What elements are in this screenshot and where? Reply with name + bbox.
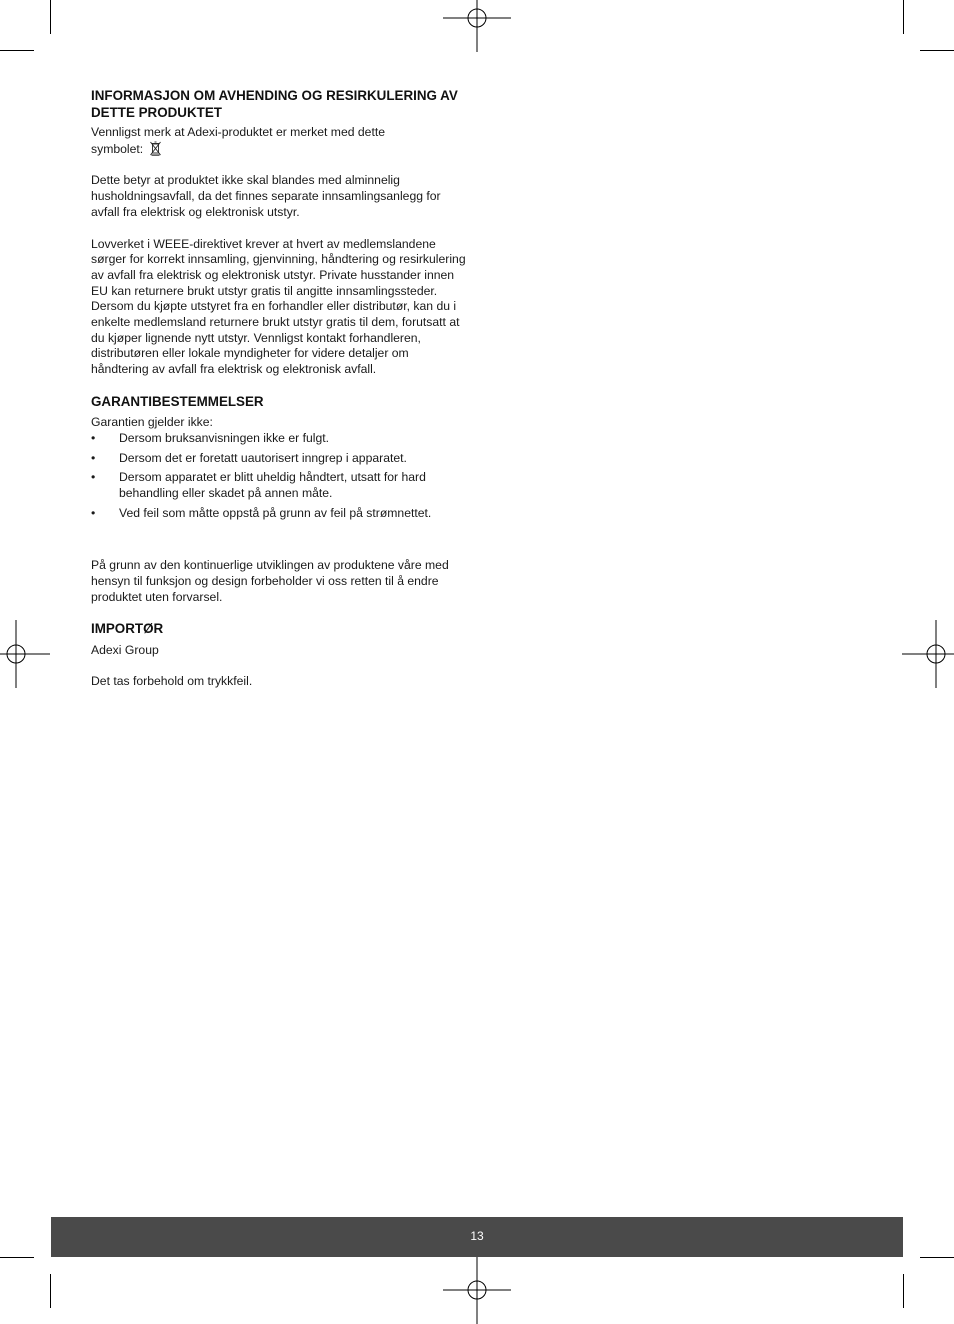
registration-mark-top-icon [443,0,511,52]
registration-mark-right-icon [902,620,954,688]
disposal-intro [91,125,469,157]
list-item: • Dersom bruksanvisningen ikke er fulgt. [91,431,469,447]
registration-mark-bottom-icon [443,1256,511,1324]
crop-mark-bottom-left-v [50,1274,51,1308]
list-item: • Dersom apparatet er blitt uheldig håndtert, utsatt for hard behandling eller skadet på annen måte. [91,470,469,501]
list-item: • Dersom det er foretatt uautorisert inngrep i apparatet. [91,451,469,467]
crop-mark-top-left-h [0,50,34,51]
disposal-paragraph-1: Dette betyr at produktet ikke skal blandes med alminnelig husholdningsavfall, da det finnes separate innsamlingsanlegg for avfall fra elektrisk og elektronisk utstyr. [91,173,441,219]
crop-mark-bottom-right-h [920,1257,954,1258]
warranty-heading: GARANTIBESTEMMELSER [91,393,264,409]
crop-mark-bottom-left-h [0,1257,34,1258]
warranty-intro: Garantien gjelder ikke: [91,415,213,430]
disposal-intro-line2: symbolet: [91,141,144,156]
crossed-bin-icon [150,141,161,156]
footer-bar [51,1217,903,1257]
disposal-heading: INFORMASJON OM AVHENDING OG RESIRKULERING AV DETTE PRODUKTET [91,88,458,120]
page-number: 13 [470,1229,484,1243]
importer-heading: IMPORTØR [91,621,164,637]
crop-mark-top-right-h [920,50,954,51]
disposal-intro-line1: Vennligst merk at Adexi-produktet er merket med dette [91,125,385,139]
warranty-notice: På grunn av den kontinuerlige utviklingen av produktene våre med hensyn til funksjon og design forbeholder vi oss retten til å endre produktet uten forvarsel. [91,558,449,604]
registration-mark-left-icon [0,620,50,688]
importer-name: Adexi Group [91,642,159,657]
crop-mark-bottom-right-v [903,1274,904,1308]
list-item: • Ved feil som måtte oppstå på grunn av feil på strømnettet. [91,506,469,522]
printing-disclaimer: Det tas forbehold om trykkfeil. [91,674,253,689]
document-content [91,88,469,690]
warranty-exclusions-list [91,431,469,521]
disposal-paragraph-2: Lovverket i WEEE-direktivet krever at hvert av medlemslandene sørger for korrekt innsamling, gjenvinning, håndtering og resirkulering av avfall fra elektrisk og elektronisk utstyr. Private husstander innen EU kan returnere brukt utstyr gratis til angitte innsamlingssteder. Dersom du kjøpte utstyret fra en forhandler eller distributør, kan du i enkelte medlemsland returnere brukt utstyr gratis til dem, forutsatt at du kjøper lignende nytt utstyr. Vennligst kontakt forhandleren, distributøren eller lokale myndigheter for videre detaljer om håndtering av avfall fra elektrisk og elektronisk avfall. [91,236,466,377]
crop-mark-top-left-v [50,0,51,34]
crop-mark-top-right-v [903,0,904,34]
